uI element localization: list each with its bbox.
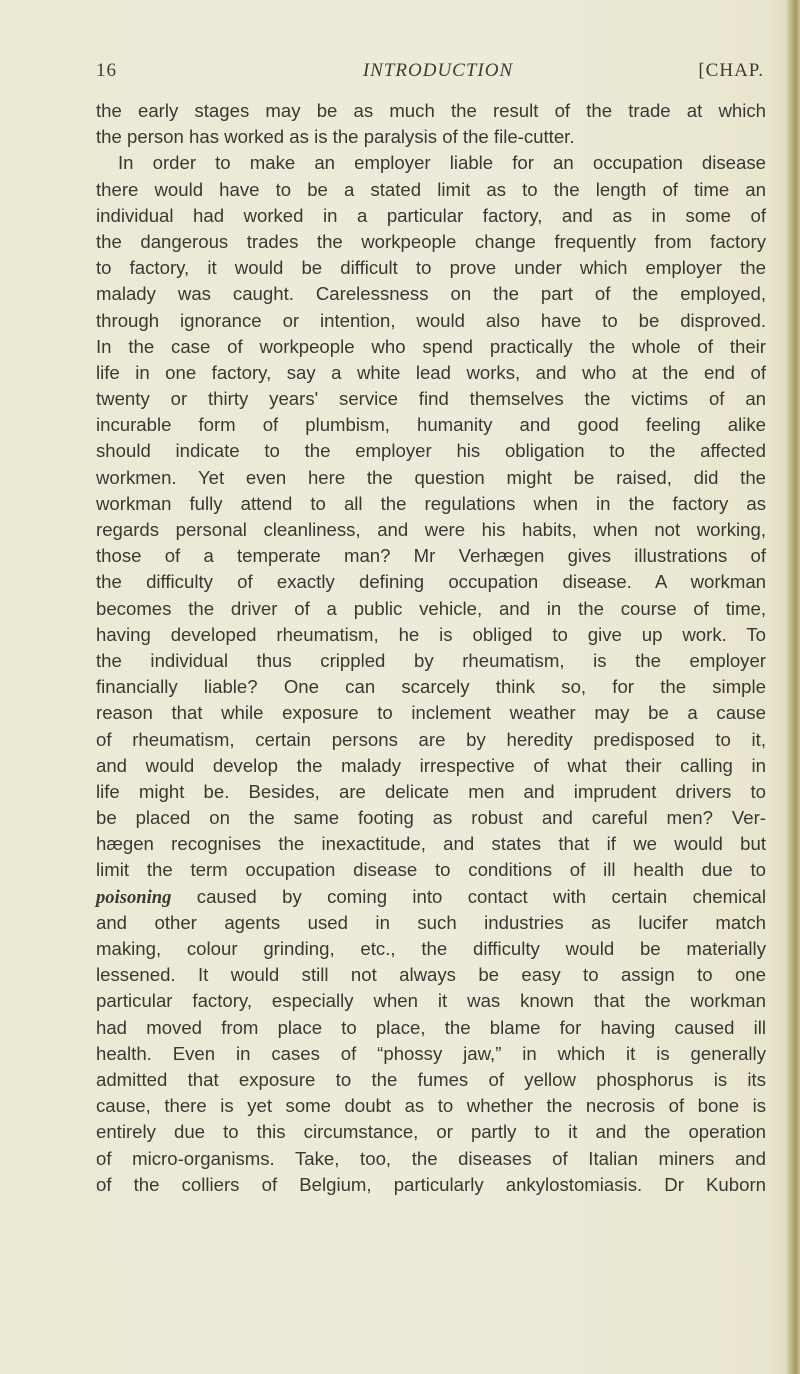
text-line: lessened. It would still not always be easy to assign to one — [96, 964, 766, 986]
text-line: making, colour grinding, etc., the difficulty would be materially — [96, 938, 766, 959]
text-line: admitted that exposure to the fumes of yellow phosphorus is its — [96, 1068, 766, 1090]
text-line: there would have to be a stated limit as to the length of time an — [96, 178, 766, 200]
page-number: 16 — [96, 60, 117, 81]
text-line: regards personal cleanliness, and were his habits, when not working, — [96, 519, 766, 540]
text-line: particular factory, especially when it was known that the workman — [96, 990, 766, 1012]
text-line: workmen. Yet even here the question might be raised, did the — [96, 466, 766, 488]
text-line: In order to make an employer liable for an occupation disease — [118, 152, 766, 174]
text-line: the individual thus crippled by rheumatism, is the employer — [96, 649, 766, 671]
text-line-with-italic — [96, 884, 766, 910]
text-line: reason that while exposure to inclement weather may be a cause — [96, 702, 766, 724]
italic-word: poisoning — [96, 886, 172, 908]
text-line: be placed on the same footing as robust and careful men? Ver- — [96, 807, 766, 829]
text-line: health. Even in cases of “phossy jaw,” in which it is generally — [96, 1042, 766, 1064]
text-line: In the case of workpeople who spend practically the whole of their — [96, 335, 766, 357]
text-line: becomes the driver of a public vehicle, and in the course of time, — [96, 597, 766, 619]
text-line: financially liable? One can scarcely think so, for the simple — [96, 676, 766, 698]
text-line: workman fully attend to all the regulations when in the factory as — [96, 492, 766, 514]
body-text — [96, 98, 766, 1198]
text-line: twenty or thirty years' service find themselves the victims of an — [96, 388, 766, 410]
chapter-reference: [CHAP. — [698, 60, 764, 81]
text-line: incurable form of plumbism, humanity and good feeling alike — [96, 414, 766, 436]
text-line: malady was caught. Carelessness on the part of the employed, — [96, 283, 766, 305]
page-edge-shadow — [786, 0, 800, 1374]
text-line: having developed rheumatism, he is obliged to give up work. To — [96, 623, 766, 645]
text-line: through ignorance or intention, would also have to be disproved. — [96, 309, 766, 331]
text-line: of rheumatism, certain persons are by heredity predisposed to it, — [96, 728, 766, 750]
text-line: of the colliers of Belgium, particularly ankylostomiasis. Dr Kuborn — [96, 1173, 766, 1195]
text-line: hægen recognises the inexactitude, and states that if we would but — [96, 833, 766, 855]
text-line: those of a temperate man? Mr Verhægen gives illustrations of — [96, 545, 766, 567]
line-remainder: caused by coming into contact with certain chemical — [171, 885, 766, 907]
text-line: individual had worked in a particular factory, and as in some of — [96, 204, 766, 226]
text-line: entirely due to this circumstance, or partly to it and the operation — [96, 1121, 766, 1143]
page-header — [96, 60, 766, 86]
text-line: of micro-organisms. Take, too, the diseases of Italian miners and — [96, 1147, 766, 1169]
text-line: the dangerous trades the workpeople change frequently from factory — [96, 230, 766, 252]
running-head: INTRODUCTION — [362, 60, 514, 81]
text-line: life might be. Besides, are delicate men and imprudent drivers to — [96, 780, 766, 802]
text-line: should indicate to the employer his obligation to the affected — [96, 440, 766, 462]
text-line: limit the term occupation disease to conditions of ill health due to — [96, 859, 766, 881]
text-line: and would develop the malady irrespective of what their calling in — [96, 754, 766, 776]
text-line: had moved from place to place, the blame for having caused ill — [96, 1016, 766, 1038]
text-line: cause, there is yet some doubt as to whether the necrosis of bone is — [96, 1095, 766, 1117]
text-line: and other agents used in such industries as lucifer match — [96, 911, 766, 933]
text-line: life in one factory, say a white lead works, and who at the end of — [96, 361, 766, 383]
text-line: to factory, it would be difficult to prove under which employer the — [96, 257, 766, 279]
text-line: the difficulty of exactly defining occupation disease. A workman — [96, 571, 766, 593]
text-line: the person has worked as is the paralysis of the file-cutter. — [96, 126, 575, 148]
text-line: the early stages may be as much the result of the trade at which — [96, 100, 766, 121]
